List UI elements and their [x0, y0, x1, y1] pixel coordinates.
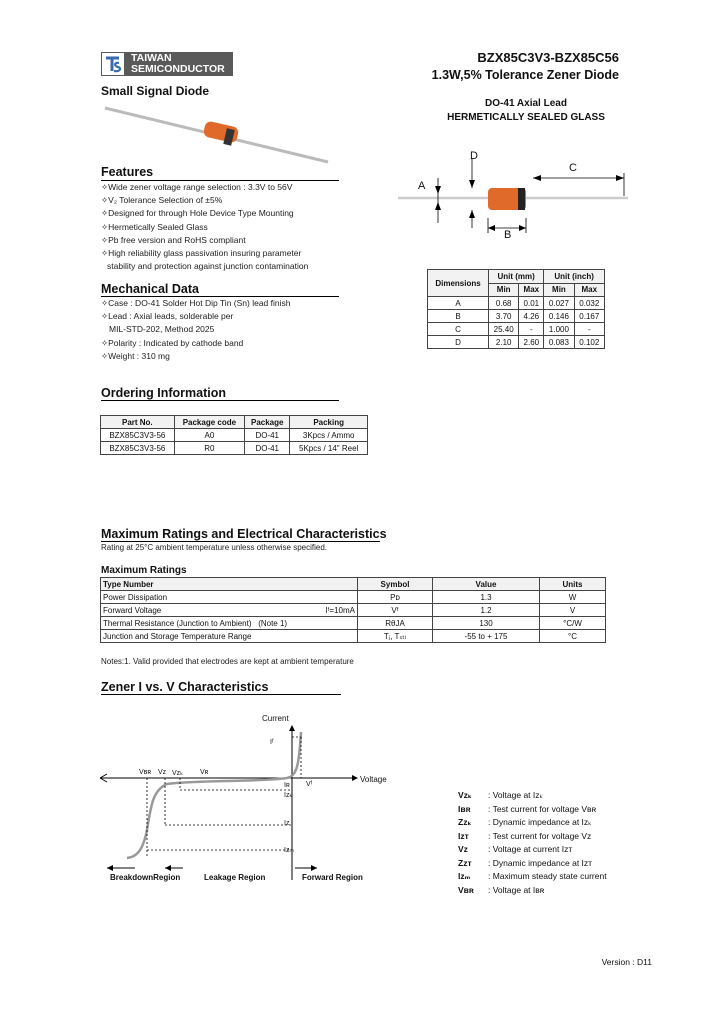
cell: D	[428, 336, 489, 349]
mechanical-title: Mechanical Data	[101, 282, 199, 296]
logo-mark	[101, 52, 125, 76]
cell: Tⱼ, Tₛₜₗ	[358, 630, 433, 643]
diode-image	[100, 100, 332, 170]
divider	[101, 541, 380, 542]
dim-max-mm: Max	[519, 283, 544, 297]
cell: 3.70	[489, 310, 519, 323]
table-row	[101, 604, 606, 617]
lbl-vzk: Vᴢₖ	[172, 770, 184, 777]
iv-chart	[95, 710, 395, 890]
small-signal-heading: Small Signal Diode	[101, 84, 210, 98]
cell: Forward Voltage	[103, 605, 162, 615]
list-item: Zᴢₖ : Dynamic impedance at Iᴢₖ	[458, 817, 592, 827]
cell: Junction and Storage Temperature Range	[103, 631, 252, 641]
dim-label-b: B	[504, 229, 512, 241]
lbl-iz: Iᴢ	[284, 820, 290, 827]
logo-line2: SEMICONDUCTOR	[131, 63, 225, 75]
lbl-vbr: Vʙʀ	[139, 769, 152, 776]
part-subtitle: 1.3W,5% Tolerance Zener Diode	[431, 68, 619, 82]
table-row	[101, 591, 606, 604]
cell: BZX85C3V3-56	[101, 442, 175, 455]
cell: Iᶠ=10mA	[325, 605, 355, 615]
cell: 0.167	[574, 310, 604, 323]
table-row	[101, 617, 606, 630]
table-row	[428, 323, 605, 336]
header-cell: Type Number	[101, 578, 358, 591]
lbl-izm: Iᴢₘ	[284, 847, 294, 854]
ambient-note: Rating at 25°C ambient temperature unless otherwise specified.	[101, 543, 327, 552]
lbl-vr: Vʀ	[200, 769, 209, 776]
region-breakdown: BreakdownRegion	[110, 873, 181, 882]
lbl-if: Iᶠ	[270, 739, 274, 746]
dim-head-inch: Unit (inch)	[544, 270, 605, 284]
cell: A	[428, 297, 489, 310]
list-item: ✧V₂ Tolerance Selection of ±5%	[101, 195, 223, 206]
header-cell: Value	[433, 578, 540, 591]
cell: 0.01	[519, 297, 544, 310]
cell: -	[519, 323, 544, 336]
axis-current-label: Current	[262, 714, 289, 723]
dim-label-c: C	[569, 162, 577, 174]
header-cell: Units	[540, 578, 606, 591]
max-ratings-subtitle: Maximum Ratings	[101, 565, 187, 576]
header-cell: Part No.	[101, 416, 175, 429]
iv-title: Zener I vs. V Characteristics	[101, 680, 269, 694]
cell: R0	[174, 442, 244, 455]
cell: RθJA	[358, 617, 433, 630]
table-row	[101, 429, 368, 442]
table-row	[428, 336, 605, 349]
list-item: ✧Designed for through Hole Device Type Mounting	[101, 208, 294, 219]
part-range-title: BZX85C3V3-BZX85C56	[477, 50, 619, 65]
logo-line1: TAIWAN	[131, 52, 172, 64]
list-item: ✧Polarity : Indicated by cathode band	[101, 337, 244, 348]
lbl-ir: Iʀ	[284, 782, 290, 789]
symbol-legend	[458, 789, 607, 897]
table-row	[428, 310, 605, 323]
ratings-table	[100, 577, 606, 643]
dim-label-d: D	[470, 150, 478, 162]
cell: °C	[540, 630, 606, 643]
cell: 3Kpcs / Ammo	[290, 429, 368, 442]
divider	[101, 400, 339, 401]
cell: DO-41	[245, 442, 290, 455]
list-item: Vᴢ : Voltage at current Iᴢᴛ	[458, 844, 573, 854]
cell: B	[428, 310, 489, 323]
mechanical-list	[101, 297, 290, 363]
iv-curve	[127, 732, 301, 858]
ratings-footnote: Notes:1. Valid provided that electrodes are kept at ambient temperature	[101, 657, 354, 666]
cell: 4.26	[519, 310, 544, 323]
dimensions-table	[427, 269, 605, 349]
cell: A0	[174, 429, 244, 442]
list-item: MIL-STD-202, Method 2025	[109, 324, 215, 335]
cell: 2.60	[519, 336, 544, 349]
cell: 1.3	[433, 591, 540, 604]
dim-min-in: Min	[544, 283, 574, 297]
cell: 5Kpcs / 14" Reel	[290, 442, 368, 455]
features-title: Features	[101, 165, 154, 179]
cell: -	[574, 323, 604, 336]
header-cell: Symbol	[358, 578, 433, 591]
dim-head: Dimensions	[428, 270, 489, 297]
list-item: ✧Lead : Axial leads, solderable per	[101, 311, 234, 322]
header-cell: Package code	[174, 416, 244, 429]
cell: 1.000	[544, 323, 574, 336]
cell: -55 to + 175	[433, 630, 540, 643]
lbl-vz: Vᴢ	[158, 769, 167, 776]
cell: W	[540, 591, 606, 604]
cell: Vᶠ	[358, 604, 433, 617]
list-item: ✧Case : DO-41 Solder Hot Dip Tin (Sn) lead finish	[101, 298, 291, 308]
cell: 0.102	[574, 336, 604, 349]
list-item: Iᴢₘ : Maximum steady state current	[458, 871, 607, 881]
lbl-izk: Iᴢₖ	[284, 792, 293, 799]
package-line1: DO-41 Axial Lead	[485, 98, 567, 109]
list-item: ✧Weight : 310 mg	[101, 350, 170, 361]
table-row	[428, 297, 605, 310]
ordering-table	[100, 415, 368, 455]
cell: Power Dissipation	[103, 592, 168, 602]
cell: 2.10	[489, 336, 519, 349]
dimension-diagram	[398, 148, 630, 248]
cell: Pᴅ	[358, 591, 433, 604]
list-item: Vᴢₖ : Voltage at Iᴢₖ	[458, 790, 544, 800]
features-list	[101, 181, 308, 273]
list-item: ✧Wide zener voltage range selection : 3.3V to 56V	[101, 182, 293, 192]
list-item: Zᴢᴛ : Dynamic impedance at Iᴢᴛ	[458, 857, 593, 868]
list-item: ✧Pb free version and RoHS compliant	[101, 234, 246, 245]
list-item: Iʙʀ : Test current for voltage Vʙʀ	[458, 803, 597, 814]
lbl-vf: Vᶠ	[306, 781, 313, 788]
dim-head-mm: Unit (mm)	[489, 270, 544, 284]
version-label: Version : D11	[601, 957, 652, 967]
table-row	[101, 630, 606, 643]
dim-max-in: Max	[574, 283, 604, 297]
region-forward: Forward Region	[302, 873, 363, 882]
cell: 0.027	[544, 297, 574, 310]
cell: Thermal Resistance (Junction to Ambient)	[103, 618, 252, 628]
cell: V	[540, 604, 606, 617]
cell: C	[428, 323, 489, 336]
header-cell: Packing	[290, 416, 368, 429]
cell: (Note 1)	[258, 618, 288, 628]
table-row	[101, 442, 368, 455]
list-item: stability and protection against junction contamination	[107, 261, 309, 272]
cell: °C/W	[540, 617, 606, 630]
list-item: Vʙʀ : Voltage at Iʙʀ	[458, 884, 545, 895]
cell: DO-41	[245, 429, 290, 442]
dim-min-mm: Min	[489, 283, 519, 297]
cell: 0.083	[544, 336, 574, 349]
axis-voltage-label: Voltage	[360, 775, 387, 784]
list-item: Iᴢᴛ : Test current for voltage Vᴢ	[458, 830, 592, 841]
header-cell: Package	[245, 416, 290, 429]
package-line2: HERMETICALLY SEALED GLASS	[447, 112, 605, 123]
list-item: ✧High reliability glass passivation insuring parameter	[101, 248, 302, 259]
ordering-title: Ordering Information	[101, 386, 226, 400]
region-leakage: Leakage Region	[204, 873, 266, 882]
list-item: ✧Hermetically Sealed Glass	[101, 221, 208, 232]
divider	[101, 694, 341, 695]
cell: 0.032	[574, 297, 604, 310]
cell: 25.40	[489, 323, 519, 336]
cell: 0.146	[544, 310, 574, 323]
cell: 130	[433, 617, 540, 630]
cell: 0.68	[489, 297, 519, 310]
dim-label-a: A	[418, 180, 426, 192]
cell: 1.2	[433, 604, 540, 617]
cell: BZX85C3V3-56	[101, 429, 175, 442]
ratings-title: Maximum Ratings and Electrical Characteristics	[101, 527, 387, 541]
